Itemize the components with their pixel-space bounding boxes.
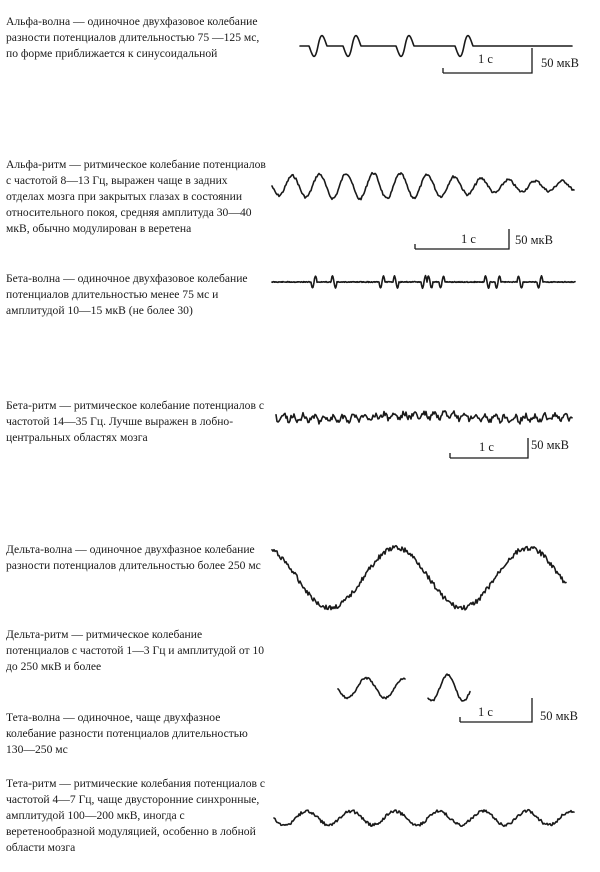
alpha-rhythm-time-label: 1 с <box>461 232 476 246</box>
theta-wave-trace-1 <box>338 678 405 699</box>
alpha-wave-description: Альфа-волна — одиночное двухфазовое колебание разности потенциалов длительностью 75 —125 мс, по форме приближается к синусоидальной <box>6 15 260 60</box>
beta-rhythm-amplitude-label: 50 мкВ <box>531 438 569 452</box>
theta-wave-description: Тета-волна — одиночное, чаще двухфазное колебание разности потенциалов длительностью 130—250 мс <box>6 711 248 756</box>
beta-rhythm-description: Бета-ритм — ритмическое колебание потенциалов с частотой 14—35 Гц. Лучше выражен в лобно-центральных областях мозга <box>6 399 265 444</box>
beta-wave-trace <box>272 276 575 289</box>
alpha-rhythm-description: Альфа-ритм — ритмическое колебание потенциалов с частотой 8—13 Гц, выражен чаще в задних отделах мозга при закрытых глазах в состоянии относительного покоя, средняя амплитуда 30—40 мкВ, обычно модулирован в веретена <box>6 158 266 235</box>
alpha-wave-trace <box>300 36 572 57</box>
theta-rhythm-description: Тета-ритм — ритмические колебания потенциалов с частотой 4—7 Гц, чаще двусторонние синхронные, амплитудой 100—200 мкВ, иногда с веретенообразной модуляцией, особенно в лобной области мозга <box>6 777 266 854</box>
delta-rhythm-description: Дельта-ритм — ритмическое колебание потенциалов с частотой 1—3 Гц и амплитудой от 10 до 250 мкВ и более <box>6 628 265 673</box>
delta-wave-description: Дельта-волна — одиночное двухфазное колебание разности потенциалов длительностью более 250 мс <box>6 543 261 572</box>
theta-wave-amplitude-label: 50 мкВ <box>540 709 578 723</box>
theta-rhythm-trace <box>274 810 574 827</box>
alpha-wave-amplitude-label: 50 мкВ <box>541 56 579 70</box>
theta-wave-trace-2 <box>428 674 470 701</box>
theta-wave-time-label: 1 с <box>478 705 493 719</box>
beta-rhythm-time-label: 1 с <box>479 440 494 454</box>
alpha-rhythm-amplitude-label: 50 мкВ <box>515 233 553 247</box>
theta-wave-scalebar <box>460 698 532 722</box>
alpha-rhythm-trace <box>272 173 574 200</box>
beta-wave-description: Бета-волна — одиночное двухфазовое колебание потенциалов длительностью менее 75 мс и амплитудой 10—15 мкВ (не более 30) <box>6 272 248 317</box>
delta-rhythm-trace <box>272 546 566 610</box>
beta-rhythm-trace <box>276 411 572 424</box>
alpha-wave-time-label: 1 с <box>478 52 493 66</box>
